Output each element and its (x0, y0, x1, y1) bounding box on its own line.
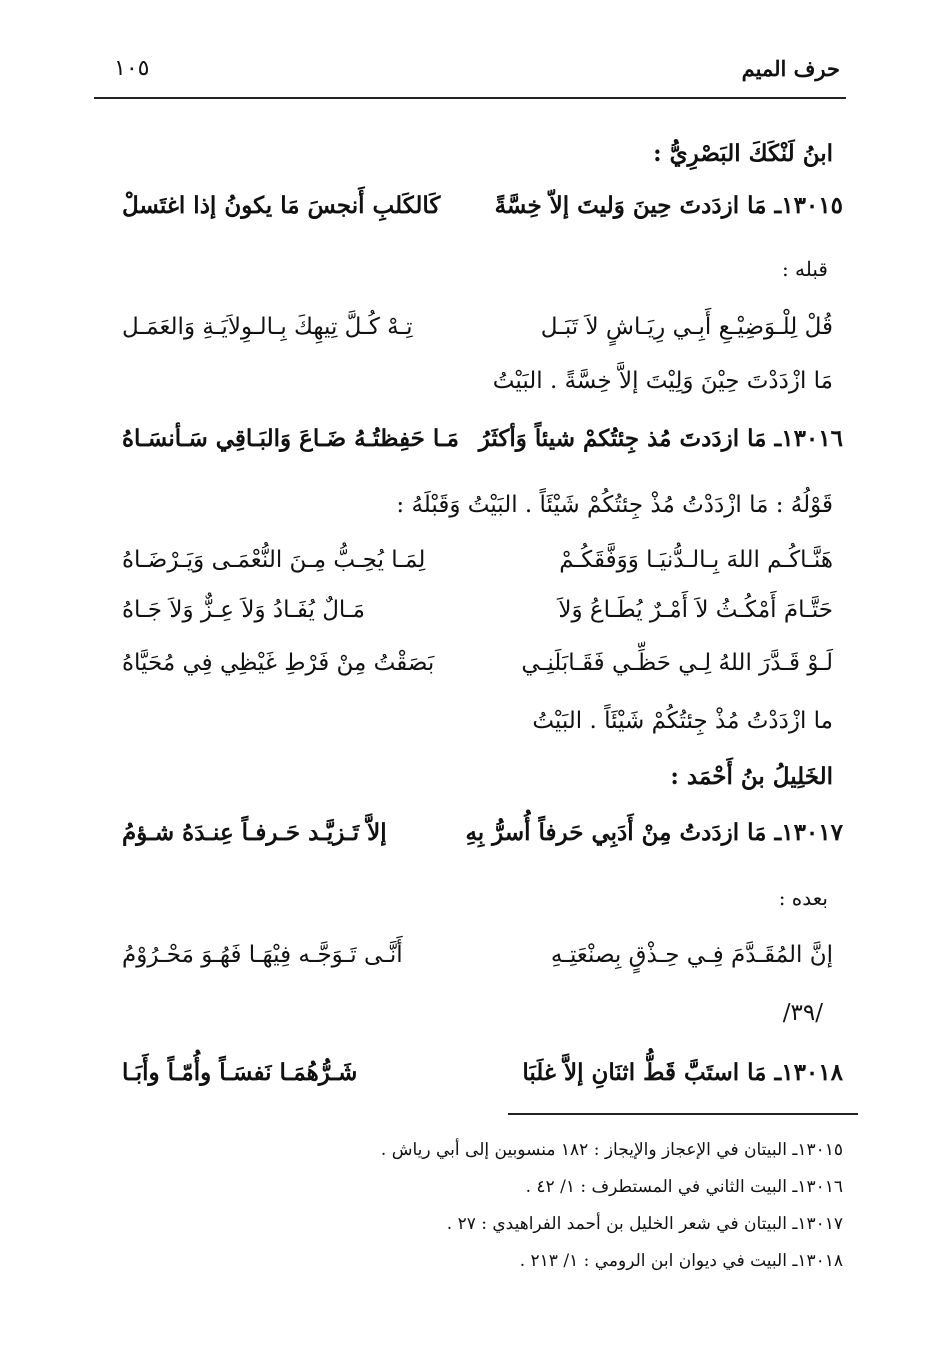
entry-13015-hemistich-2: كَالكَلبِ أَنجسَ مَا يكونُ إذا اغتَسلْ (122, 192, 441, 219)
verse-5-hemistich-1: إنَّ المُقَـدَّمَ فِـي حِـذْقٍ بِصنْعَتِـهِ (550, 942, 833, 968)
verse-1-hemistich-2: تِـهْ كُـلَّ تِيهِكَ بِـالـوِلاَيَـةِ وَالعَمَـل (122, 314, 413, 340)
entry-13015-hemistich-1: ١٣٠١٥ـ مَا ازدَدتَ حِينَ وَليتَ إلاّ خِسَّةً (494, 192, 843, 219)
author-khalil: الخَلِيلُ بنُ أَحْمَد : (670, 763, 833, 790)
footnote-13016: ١٣٠١٦ـ البيت الثاني في المستطرف : ١/ ٤٢ . (525, 1177, 843, 1197)
entry-13017-hemistich-2: إلاَّ تَـزيَّـد حَـرفـاً عِنـدَهُ شـؤمُ (122, 819, 387, 846)
entry-13016-hemistich-1: ١٣٠١٦ـ مَا ازدَدتَ مُذ جِئتُكمْ شيئاً وَأكثَرُ (478, 425, 843, 452)
verse-3-hemistich-2: مَـالٌ يُفَـادُ وَلاَ عِـزٌّ وَلاَ جَـاهُ (122, 597, 365, 623)
author-ibn-lankak: ابنُ لَنْكَكَ البَصْرِيُّ : (653, 140, 833, 167)
verse-2-hemistich-1: هَنَّـاكُـم اللهَ بِـالـدُّنيَـا وَوَفَّقَكُـمْ (559, 547, 833, 573)
verse-5-hemistich-2: أَنَّـى تَـوَجَّـه فِيْهَـا فَهُـوَ مَحْـرُوْمُ (122, 942, 403, 968)
header-title: حرف الميم (741, 56, 840, 81)
quote-line-2: قَوْلُهُ : مَا ازْدَدْتُ مُذْ جِئتُكُمْ شَيْئَاً . البَيْتُ وَقَبْلَهُ : (396, 492, 833, 518)
entry-13018-hemistich-1: ١٣٠١٨ـ مَا استَبَّ قَطُّ اثنَانِ إلاَّ غلَبَا (522, 1059, 843, 1086)
quote-line-1: مَا ازْدَدْتَ حِيْنَ وَلِيْتَ إلاَّ خِسَّةً . البَيْتُ (492, 368, 833, 394)
footnote-13018: ١٣٠١٨ـ البيت في ديوان ابن الرومي : ١/ ٢١٣ . (519, 1251, 843, 1271)
footnote-13017: ١٣٠١٧ـ البيتان في شعر الخليل بن أحمد الفراهيدي : ٢٧ . (446, 1214, 843, 1234)
verse-1-hemistich-1: قُلْ لِلْـوَضِيْـعِ أَبِـي رِيَـاشٍ لاَ تَبَـل (540, 314, 833, 340)
footnote-rule (508, 1113, 858, 1115)
before-label: قبله : (781, 257, 828, 281)
verse-4-hemistich-2: بَصَقْتُ مِنْ فَرْطِ غَيْظِي فِي مُحَيَّاهُ (122, 650, 435, 676)
entry-13018-hemistich-2: شَـرُّهُمَـا نَفسَـاً وأُمّـاً وأَبَـا (122, 1059, 358, 1086)
verse-3-hemistich-1: حَتَّـامَ أَمْكُـثُ لاَ أَمْـرٌ يُطَـاعُ وَلاَ (558, 597, 833, 623)
running-header (96, 56, 840, 96)
manuscript-folio-marker: /٣٩/ (782, 1000, 823, 1026)
entry-13016-hemistich-2: مَـا حَفِظتُـهُ ضَـاعَ وَالبَـاقِي سَـأنسَـاهُ (122, 425, 459, 452)
verse-2-hemistich-2: لِمَـا يُحِـبُّ مِـنَ النُّعْمَـى وَيَـرْضَـاهُ (122, 547, 426, 573)
entry-13017-hemistich-1: ١٣٠١٧ـ مَا ازدَدتُ مِنْ أَدَبِي حَرفاً أُسرُّ بِهِ (465, 819, 843, 846)
quote-line-3: ما ازْدَدْتُ مُذْ جِئتُكُمْ شَيْئَاً . البَيْتُ (532, 708, 833, 734)
verse-4-hemistich-1: لَـوْ قَـدَّرَ اللهُ لِـي حَظِّـي فَقَـابَلَنِـي (521, 650, 833, 676)
page-number: ١٠٥ (114, 56, 150, 81)
header-rule (94, 97, 846, 99)
after-label: بعده : (778, 886, 828, 910)
footnote-13015: ١٣٠١٥ـ البيتان في الإعجاز والإيجاز : ١٨٢ منسوبين إلى أبي رياش . (380, 1140, 843, 1160)
